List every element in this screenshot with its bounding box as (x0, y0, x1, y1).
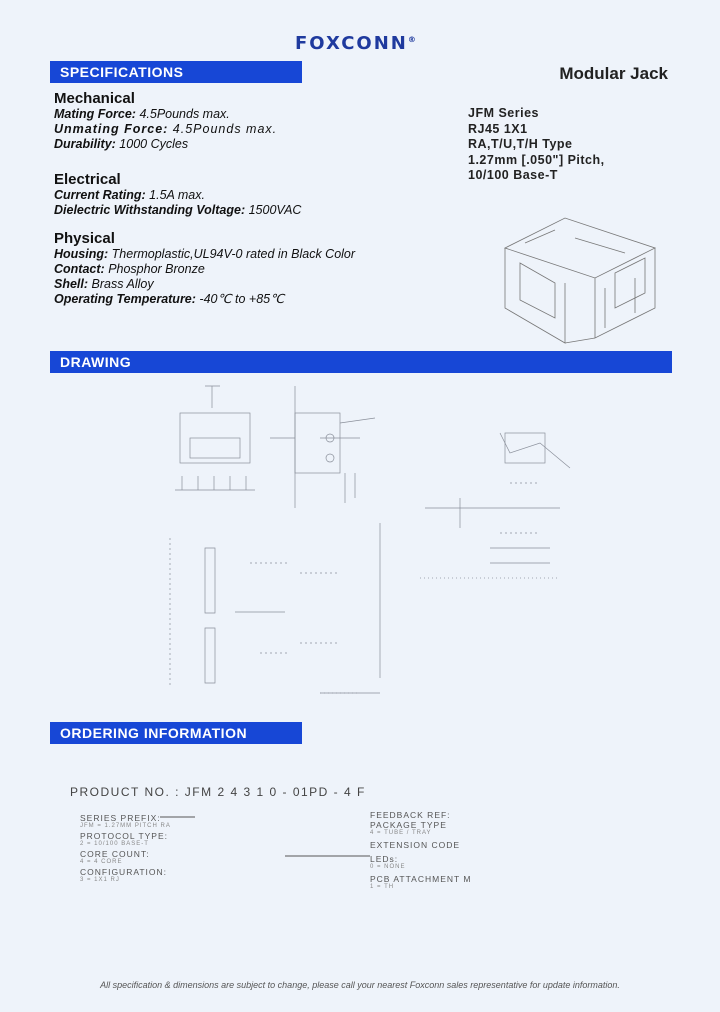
footer-disclaimer: All specification & dimensions are subject to change, please call your nearest Foxconn sales representative for update information. (100, 980, 620, 990)
technical-drawing (160, 378, 580, 708)
ordering-band: ORDERING INFORMATION (50, 722, 302, 744)
spec-line: Dielectric Withstanding Voltage: 1500VAC (54, 203, 302, 217)
mechanical-section (54, 90, 277, 152)
ordering-right-labels: FEEDBACK REF: PACKAGE TYPE 4 = TUBE / TRAY EXTENSION CODE LEDs: 0 = NONE PCB ATTACHMENT M 1 = TH (370, 810, 472, 890)
modular-jack-illustration (495, 208, 665, 353)
spec-line: Housing: Thermoplastic,UL94V-0 rated in Black Color (54, 247, 356, 261)
spec-line: Durability: 1000 Cycles (54, 137, 189, 151)
spec-line: Unmating Force: 4.5Pounds max. (54, 122, 278, 136)
foxconn-logo: FOXCONN® (295, 33, 416, 54)
drawing-band: DRAWING (50, 351, 672, 373)
spec-line: Current Rating: 1.5A max. (54, 188, 205, 202)
ordering-leader-lines (150, 800, 390, 880)
product-title: Modular Jack (559, 64, 668, 83)
electrical-section (54, 171, 301, 218)
electrical-heading: Electrical (54, 171, 121, 188)
series-info: JFM Series RJ45 1X1 RA,T/U,T/H Type 1.27mm [.050"] Pitch, 10/100 Base-T (468, 106, 605, 182)
physical-section (54, 230, 355, 307)
physical-heading: Physical (54, 230, 115, 247)
spec-line: Mating Force: 4.5Pounds max. (54, 107, 230, 121)
spec-line: Contact: Phosphor Bronze (54, 262, 205, 276)
spec-line: Operating Temperature: -40℃ to +85℃ (54, 292, 285, 306)
spec-line: Shell: Brass Alloy (54, 277, 154, 291)
mechanical-heading: Mechanical (54, 90, 135, 107)
ordering-left-labels: SERIES PREFIX: JFM = 1.27MM PITCH RA PROTOCOL TYPE: 2 = 10/100 BASE-T CORE COUNT: 4 = 4 CORE CONFIGURATION: 3 = 1X1 RJ (80, 813, 171, 883)
product-number: PRODUCT NO. : JFM 2 4 3 1 0 - 01PD - 4 F (70, 785, 366, 799)
specifications-band: SPECIFICATIONS (50, 61, 302, 83)
